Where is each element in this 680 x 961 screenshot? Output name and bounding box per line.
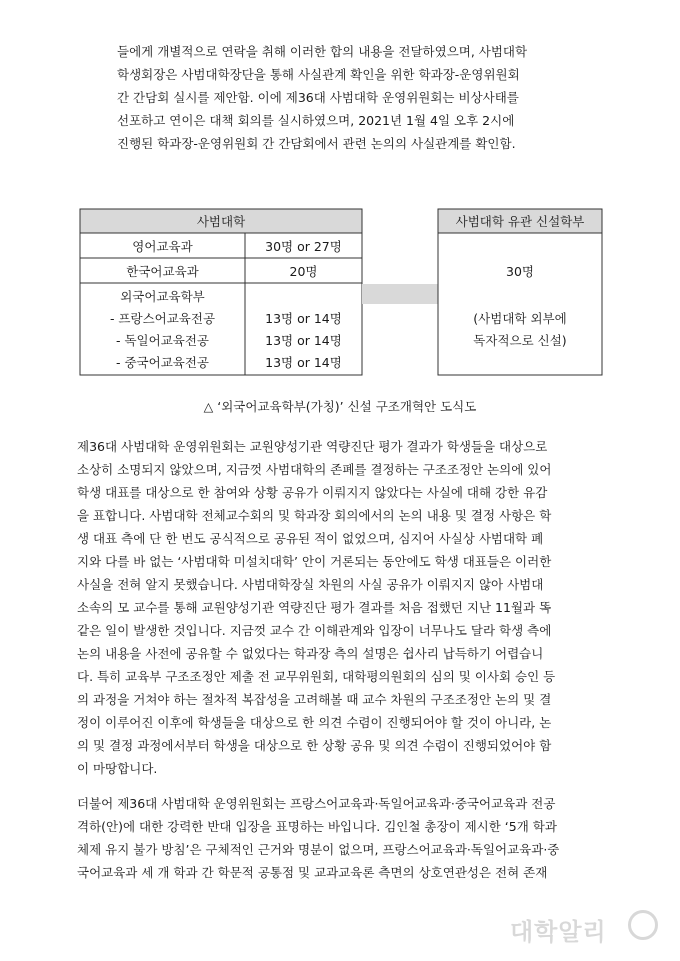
count-english: 30명 or 27명 (265, 238, 342, 254)
text-line: 다. 특히 교육부 구조조정안 제출 전 교무위원회, 대학평의원회의 심의 및 이사회 승인 등 (77, 669, 556, 684)
text-line: 논의 내용을 사전에 공유할 수 없었다는 학과장 측의 설명은 쉽사리 납득하기 어렵습니 (77, 646, 544, 661)
right-box-note-1: (사범대학 외부에 (473, 311, 567, 326)
text-line: 의 및 결정 과정에서부터 학생을 대상으로 한 상황 공유 및 의견 수렴이 진행되었어야 함 (77, 738, 552, 753)
watermark-text: 대학알리 (510, 918, 607, 946)
text-line: 더불어 제36대 사범대학 운영위원회는 프랑스어교육과·독일어교육과·중국어교육과 전공 (77, 796, 556, 811)
text-line: 국어교육과 세 개 학과 간 학문적 공통점 및 교과교육론 측면의 상호연관성은 전혀 존재 (77, 865, 548, 880)
group-french: - 프랑스어교육전공 (109, 311, 216, 326)
count-chinese: 13명 or 14명 (265, 355, 342, 370)
text-line: 의 과정을 거쳐야 하는 절차적 복잡성을 고려해볼 때 교수 차원의 구조조정안 논의 및 결 (77, 692, 552, 707)
right-box-note-2: 독자적으로 신설) (473, 333, 567, 348)
text-line: 들에게 개별적으로 연락을 취해 이러한 합의 내용을 전달하였으며, 사범대학 (117, 44, 528, 59)
text-line: 을 표합니다. 사범대학 전체교수회의 및 학과장 회의에서의 논의 내용 및 결정 사항은 학 (77, 508, 552, 523)
text-line: 사실을 전혀 알지 못했습니다. 사범대학장실 차원의 사실 공유가 이뤄지지 않아 사범대 (77, 577, 544, 592)
text-line: 이 마땅합니다. (77, 761, 158, 776)
body-paragraph-2 (77, 792, 605, 884)
text-line: 진행된 학과장-운영위원회 간 간담회에서 관련 논의의 사실관계를 확인함. (117, 136, 516, 151)
watermark-logo-icon (628, 910, 658, 940)
right-box-header: 사범대학 유관 신설학부 (455, 214, 585, 229)
count-french: 13명 or 14명 (265, 311, 342, 326)
text-line: 지와 다를 바 없는 ‘사범대학 미설치대학’ 안이 거론되는 동안에도 학생 대표들은 이러한 (77, 554, 552, 569)
text-line: 제36대 사범대학 운영위원회는 교원양성기관 역량진단 평가 결과가 학생들을 대상으로 (77, 439, 548, 454)
group-chinese: - 중국어교육전공 (115, 355, 209, 370)
text-line: 체제 유지 불가 방침’은 구체적인 근거와 명분이 없으며, 프랑스어교육과·독일어교육과·중 (77, 842, 560, 857)
text-line: 정이 이루어진 이후에 학생들을 대상으로 한 의견 수렴이 진행되어야 할 것이 아니라, 논 (77, 715, 552, 730)
count-german: 13명 or 14명 (265, 333, 342, 348)
text-line: 소속의 모 교수를 통해 교원양성기관 역량진단 평가 결과를 처음 접했던 지난 11월과 똑 (77, 600, 552, 615)
text-line: 같은 일이 발생한 것입니다. 지금껏 교수 간 이해관계와 입장이 너무나도 달라 학생 측에 (77, 623, 552, 638)
text-line: 학생 대표를 대상으로 한 참여와 상황 공유가 이뤄지지 않았다는 사실에 대해 강한 유감 (77, 485, 548, 500)
dept-english: 영어교육과 (132, 238, 193, 254)
text-line: 학생회장은 사범대학장단을 통해 사실관계 확인을 위한 학과장-운영위원회 (117, 67, 520, 82)
text-line: 간 간담회 실시를 제안함. 이에 제36대 사범대학 운영위원회는 비상사태를 (117, 90, 519, 105)
connector-bar (362, 284, 438, 304)
text-line: 선포하고 연이은 대책 회의를 실시하였으며, 2021년 1월 4일 오후 2시에 (117, 113, 515, 128)
body-paragraph-1 (77, 435, 605, 780)
left-table-header: 사범대학 (196, 214, 246, 229)
count-korean: 20명 (289, 263, 318, 279)
text-line: 생 대표 측에 단 한 번도 공식적으로 공유된 적이 없었으며, 심지어 사실상 사범대학 폐 (77, 531, 544, 546)
right-box-body (438, 233, 602, 375)
right-box-count: 30명 (506, 263, 534, 279)
group-title: 외국어교육학부 (120, 289, 205, 304)
dept-korean: 한국어교육과 (126, 263, 199, 279)
text-line: 소상히 소명되지 않았으며, 지금껏 사범대학의 존폐를 결정하는 구조조정안 논의에 있어 (77, 462, 552, 477)
group-german: - 독일어교육전공 (115, 333, 209, 348)
diagram-caption: △ ‘외국어교육학부(가칭)’ 신설 구조개혁안 도식도 (203, 399, 477, 414)
text-line: 격하(안)에 대한 강력한 반대 입장을 표명하는 바입니다. 김인철 총장이 제시한 ‘5개 학과 (77, 819, 557, 834)
